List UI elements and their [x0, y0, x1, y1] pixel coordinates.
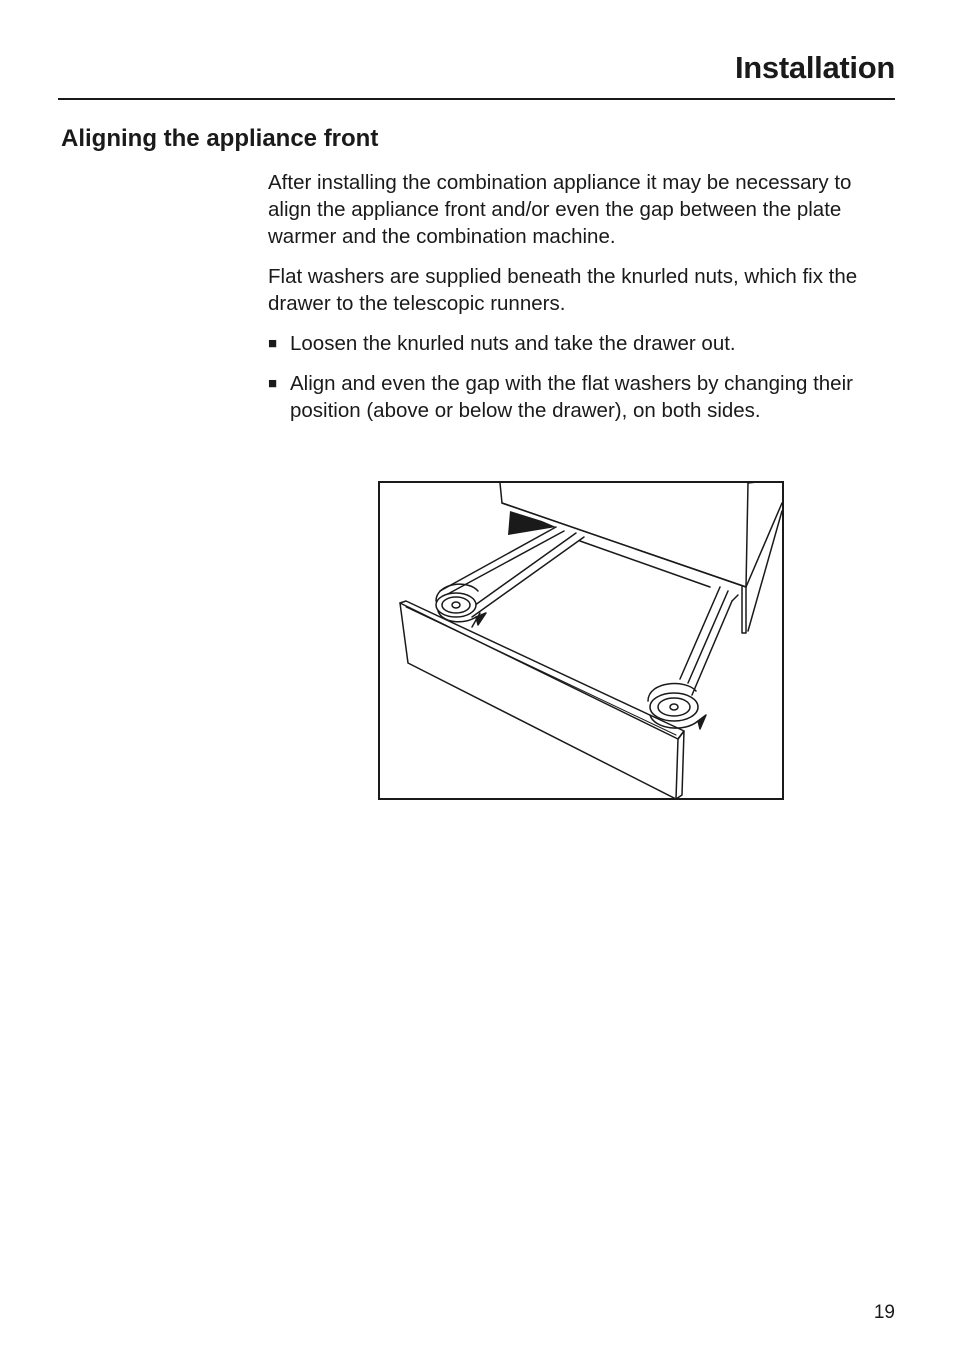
drawer-alignment-illustration: [378, 481, 784, 800]
paragraph-2: Flat washers are supplied beneath the knurled nuts, which fix the drawer to the telescopic runners.: [268, 265, 858, 315]
drawer-illustration-svg: [380, 483, 782, 798]
page-header-title: Installation: [734, 50, 895, 85]
right-knurled-nut-rotation-arrow-icon: [648, 684, 706, 729]
page-number: 19: [873, 1302, 895, 1323]
section-heading: Aligning the appliance front: [61, 125, 379, 152]
header-rule: [58, 98, 895, 100]
bullet-item-1: [268, 330, 898, 357]
bullet-square-icon: ■: [268, 375, 278, 392]
appliance-cabinet: [500, 483, 782, 633]
drawer-front-panel: [400, 601, 684, 798]
bullet-text-2: Align and even the gap with the flat washers by changing their position (above or below the drawer), on both sides.: [290, 372, 853, 422]
bullet-text-1: Loosen the knurled nuts and take the drawer out.: [290, 332, 736, 355]
left-knurled-nut-rotation-arrow-icon: [436, 584, 486, 625]
bullet-square-icon: ■: [268, 335, 278, 352]
right-runner: [680, 587, 738, 695]
bullet-item-2: [268, 370, 898, 424]
paragraph-1: After installing the combination appliance it may be necessary to align the appliance front and/or even the gap between the plate warmer and the combination machine.: [268, 171, 852, 248]
body-text: [268, 169, 898, 437]
